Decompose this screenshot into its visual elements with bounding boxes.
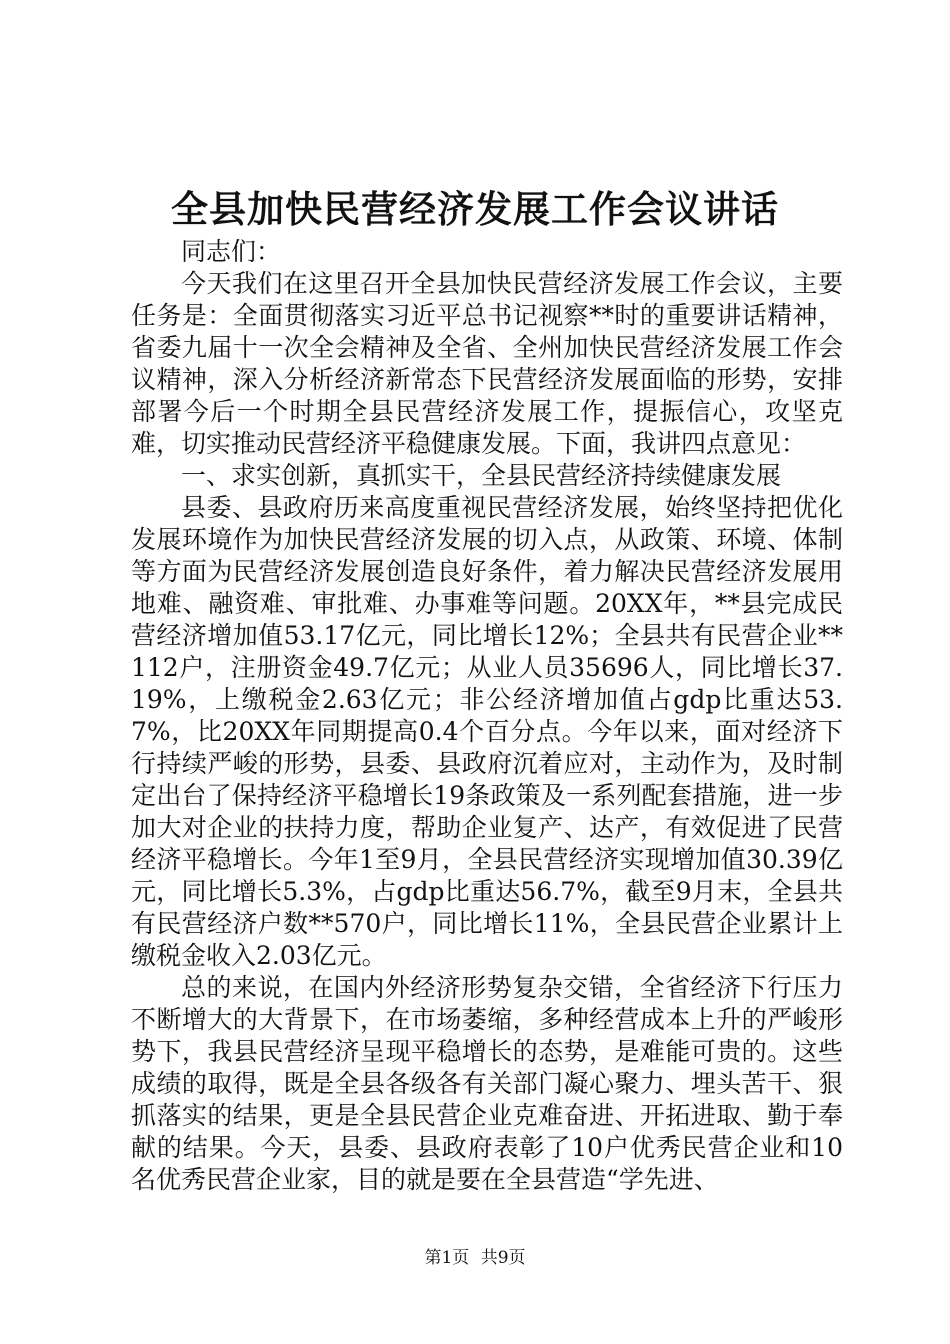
page-footer <box>0 1247 950 1269</box>
page-total: 共9页 <box>480 1248 526 1268</box>
document-title: 全县加快民营经济发展工作会议讲话 <box>171 187 779 231</box>
salutation: 同志们： <box>181 237 282 266</box>
section-heading: 一、求实创新，真抓实干，全县民营经济持续健康发展 <box>181 461 782 490</box>
page-number: 第1页 <box>424 1248 470 1268</box>
body-paragraph: 总的来说，在国内外经济形势复杂交错，全省经济下行压力不断增大的大背景下，在市场萎缩，多种经营成本上升的严峻形势下，我县民营经济呈现平稳增长的态势，是难能可贵的。这些成绩的取得，既是全县各级各有关部门凝心聚力、埋头苦干、狠抓落实的结果，更是全县民营企业克难奋进、开拓进取、勤于奉献的结果。今天，县委、县政府表彰了10户优秀民营企业和10名优秀民营企业家，目的就是要在全县营造“学先进、 <box>131 973 843 1194</box>
document-body <box>131 236 843 1196</box>
intro-paragraph: 今天我们在这里召开全县加快民营经济发展工作会议，主要任务是：全面贯彻落实习近平总书记视察**时的重要讲话精神，省委九届十一次全会精神及全省、全州加快民营经济发展工作会议精神，深入分析经济新常态下民营经济发展面临的形势，安排部署今后一个时期全县民营经济发展工作，提振信心，攻坚克难，切实推动民营经济平稳健康发展。下面，我讲四点意见： <box>131 269 843 458</box>
body-paragraph: 县委、县政府历来高度重视民营经济发展，始终坚持把优化发展环境作为加快民营经济发展的切入点，从政策、环境、体制等方面为民营经济发展创造良好条件，着力解决民营经济发展用地难、融资难、审批难、办事难等问题。20XX年，**县完成民营经济增加值53.17亿元，同比增长12%；全县共有民营企业**112户，注册资金49.7亿元；从业人员35696人，同比增长37.19%，上缴税金2.63亿元；非公经济增加值占gdp比重达53.7%，比20XX年同期提高0.4个百分点。今年以来，面对经济下行持续严峻的形势，县委、县政府沉着应对，主动作为，及时制定出台了保持经济平稳增长19条政策及一系列配套措施，进一步加大对企业的扶持力度，帮助企业复产、达产，有效促进了民营经济平稳增长。今年1至9月，全县民营经济实现增加值30.39亿元，同比增长5.3%，占gdp比重达56.7%，截至9月末，全县共有民营经济户数**570户，同比增长11%，全县民营企业累计上缴税金收入2.03亿元。 <box>131 493 843 970</box>
